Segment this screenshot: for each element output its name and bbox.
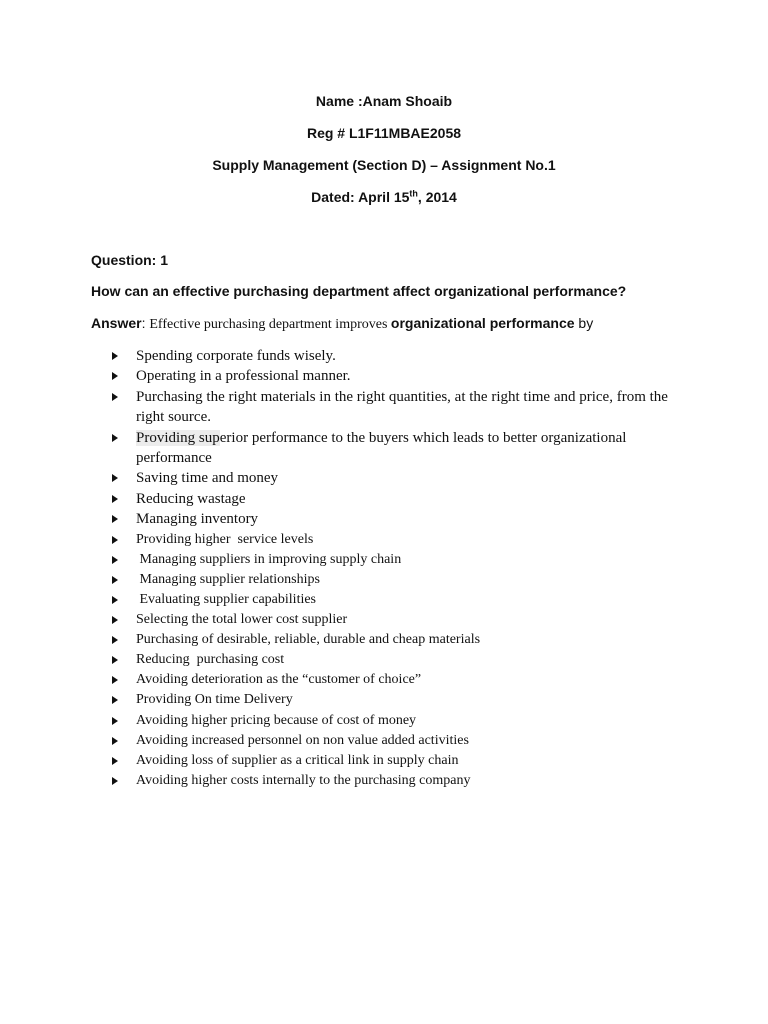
question-label: Question: 1 — [91, 252, 169, 268]
student-name: Name :Anam Shoaib — [315, 93, 453, 109]
bullet-arrow-icon — [112, 656, 118, 664]
answer-tail: by — [574, 315, 594, 331]
course-title: Supply Management (Section D) – Assignment No.1 — [212, 157, 556, 173]
date-ordinal-suffix: th — [409, 188, 418, 199]
list-item — [108, 468, 688, 488]
list-item — [108, 428, 688, 469]
list-item — [108, 509, 688, 529]
list-item — [108, 731, 688, 751]
list-item — [108, 690, 688, 710]
list-item-text: Avoiding deterioration as the “customer of choice” — [136, 672, 422, 688]
list-item — [108, 489, 688, 509]
bullet-arrow-icon — [112, 676, 118, 684]
list-item-text: Avoiding loss of supplier as a critical link in supply chain — [136, 752, 459, 768]
list-item — [108, 530, 688, 550]
list-item-text: Spending corporate funds wisely. — [136, 348, 336, 364]
assignment-date — [0, 188, 768, 206]
bullet-arrow-icon — [112, 636, 118, 644]
bullet-arrow-icon — [112, 757, 118, 765]
list-item-text: Operating in a professional manner. — [136, 368, 351, 385]
list-item — [108, 630, 688, 650]
list-item — [108, 550, 688, 570]
bullet-arrow-icon — [112, 576, 118, 584]
bullet-arrow-icon — [112, 696, 118, 704]
answer-intro: Effective purchasing department improves — [149, 317, 391, 332]
date-prefix: Dated: April 15 — [311, 189, 410, 205]
answer-bullet-list — [108, 346, 688, 791]
list-item-text: Reducing purchasing cost — [136, 652, 285, 668]
list-item — [108, 670, 688, 690]
list-item — [108, 610, 688, 630]
list-item — [108, 366, 688, 386]
list-item — [108, 590, 688, 610]
highlighted-text: Providing sup — [136, 429, 220, 446]
list-item-text: erior performance to the buyers which leads to better organizational performance — [136, 429, 631, 467]
list-item — [108, 751, 688, 771]
list-item-text: Managing inventory — [136, 511, 259, 528]
list-item-text: Reducing wastage — [136, 490, 246, 507]
bullet-arrow-icon — [112, 536, 118, 544]
list-item — [108, 771, 688, 791]
list-item-text: Managing suppliers in improving supply chain — [136, 551, 402, 567]
list-item-text: Selecting the total lower cost supplier — [136, 612, 348, 628]
answer-paragraph — [91, 314, 691, 334]
bullet-arrow-icon — [112, 495, 118, 503]
registration-number: Reg # L1F11MBAE2058 — [306, 125, 462, 141]
bullet-arrow-icon — [112, 393, 118, 401]
list-item-text: Evaluating supplier capabilities — [136, 591, 317, 607]
date-year: , 2014 — [417, 189, 457, 205]
list-item — [108, 650, 688, 670]
answer-separator: : — [141, 315, 150, 331]
list-item-text: Providing On time Delivery — [136, 692, 293, 708]
bullet-arrow-icon — [112, 434, 118, 442]
bullet-arrow-icon — [112, 737, 118, 745]
list-item-text: Providing higher service levels — [136, 531, 314, 547]
bullet-arrow-icon — [112, 596, 118, 604]
list-item — [108, 711, 688, 731]
answer-emphasis: organizational performance — [390, 315, 575, 331]
list-item-text: Saving time and money — [136, 470, 279, 487]
list-item-text: Avoiding increased personnel on non value added activities — [136, 732, 469, 748]
list-item-text: Purchasing the right materials in the right quantities, at the right time and price, from the right source. — [136, 388, 672, 426]
bullet-arrow-icon — [112, 515, 118, 523]
list-item — [108, 570, 688, 590]
bullet-arrow-icon — [112, 777, 118, 785]
list-item — [108, 387, 688, 428]
bullet-arrow-icon — [112, 372, 118, 380]
bullet-arrow-icon — [112, 556, 118, 564]
question-text: How can an effective purchasing department affect organizational performance? — [91, 283, 627, 299]
bullet-arrow-icon — [112, 717, 118, 725]
answer-label: Answer — [91, 315, 142, 331]
list-item — [108, 346, 688, 366]
list-item-text: Managing supplier relationships — [136, 571, 320, 587]
list-item-text: Avoiding higher costs internally to the purchasing company — [136, 772, 471, 788]
list-item-text: Avoiding higher pricing because of cost of money — [136, 712, 417, 728]
list-item-text: Purchasing of desirable, reliable, durable and cheap materials — [136, 632, 481, 648]
bullet-arrow-icon — [112, 616, 118, 624]
bullet-arrow-icon — [112, 352, 118, 360]
bullet-arrow-icon — [112, 474, 118, 482]
